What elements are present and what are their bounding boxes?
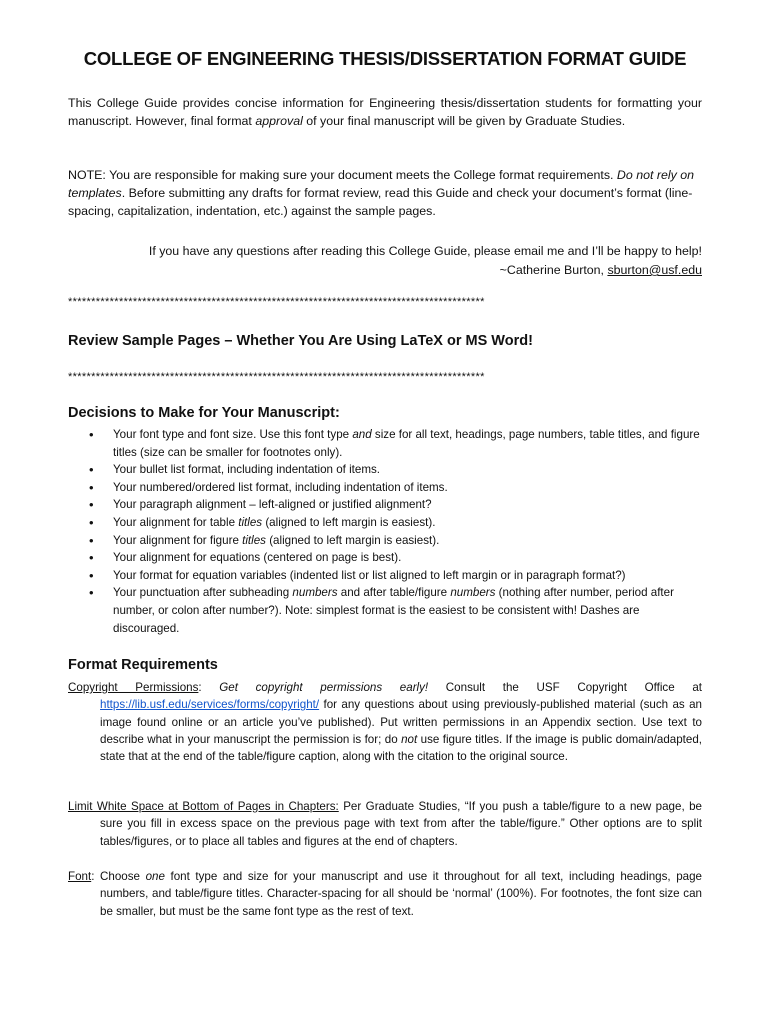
copyright-colon: : [198,681,220,694]
font-text-b: font type and size for your manuscript and use it throughout for all text, including headings, page numbers, and table/figure titles. Character-spacing for all should be ‘normal’ (100%). For footnotes, the font size can be smaller, but must be the same font type as the rest of text. [100,870,703,918]
list-item-text: Your punctuation after subheading [113,586,293,600]
copyright-office-link[interactable]: https://lib.usf.edu/services/forms/copyright/ [100,698,320,712]
copyright-paragraph [68,679,702,765]
list-item-text: and after table/figure [337,586,451,600]
whitespace-label: Limit White Space at Bottom of Pages in Chapters: [68,800,339,813]
intro-text-a: This College Guide provides concise information for Engineering thesis/dissertation students for formatting your manuscript. However, final format [68,96,702,128]
list-item-text: Your alignment for figure [113,533,243,547]
list-item-emphasis: titles [238,515,263,529]
list-item [68,426,702,461]
list-item [68,584,702,637]
list-item-text: (aligned to left margin is easiest). [265,533,440,547]
copyright-emphasis-not: not [401,732,418,746]
list-item-emphasis: numbers [292,586,338,600]
copyright-text-a: Consult the USF Copyright Office at [428,681,702,694]
copyright-emphasis: Get copyright permissions early! [219,681,429,694]
note-paragraph [68,166,702,220]
whitespace-paragraph [68,798,702,850]
copyright-section [68,679,702,765]
list-item: • Your paragraph alignment – left-aligned or justified alignment? [68,496,702,514]
separator-stars-bottom: ****************************************************************************************** [68,371,485,383]
list-item-text: Your alignment for table [113,515,239,529]
list-item-text: (aligned to left margin is easiest). [262,515,436,529]
note-text-b: . Before submitting any drafts for format review, read this Guide and check your document’s format (line-spacing, capitalization, indentation, etc.) against the sample pages. [68,186,693,218]
list-item: • Your bullet list format, including indentation of items. [68,461,702,479]
list-item-text: (nothing after number, period after number, or colon after number?). Note: simplest format is the easiest to be consistent with! Dashes are discouraged. [113,586,674,635]
whitespace-section [68,798,702,850]
list-item [68,532,702,550]
list-item-emphasis: numbers [450,586,496,600]
decisions-heading: Decisions to Make for Your Manuscript: [68,405,340,421]
list-item-text: Your font type and font size. Use this font type [113,428,353,441]
decisions-list [68,426,702,637]
list-item: • Your numbered/ordered list format, including indentation of items. [68,479,702,497]
copyright-text-c: use figure titles. If the image is public domain/adapted, state that at the end of the table/figure caption, along with the citation to the original source. [100,732,702,764]
list-item [68,514,702,532]
separator-stars-top: ****************************************************************************************** [68,296,485,308]
list-item-emphasis: and [352,428,372,441]
list-item: • Your alignment for equations (centered on page is best). [68,549,702,567]
questions-line: If you have any questions after reading this College Guide, please email me and I’ll be happy to help! [148,244,702,258]
font-section [68,868,702,920]
list-item: • Your format for equation variables (indented list or list aligned to left margin or in paragraph format?) [68,567,702,585]
note-emphasis: Do not rely on templates [68,168,695,200]
format-heading: Format Requirements [68,657,218,673]
note-text-a: NOTE: You are responsible for making sure your document meets the College format requirements. [68,168,617,182]
intro-emphasis: approval [255,114,303,128]
font-text-a: : Choose [91,870,146,883]
review-heading: Review Sample Pages – Whether You Are Using LaTeX or MS Word! [68,333,533,349]
copyright-text-b: for any questions about using previously-published material (such as an image found online or an article you’ve published). Put written permissions in an Appendix section. Use text to describe what in your manuscript the permission is for; do [100,698,702,746]
intro-paragraph [68,94,702,130]
font-emphasis: one [145,870,165,883]
list-item-text: size for all text, headings, page numbers, table titles, and figure titles (size can be smaller for footnotes only). [113,428,700,459]
intro-text-b: of your final manuscript will be given by Graduate Studies. [302,114,626,128]
list-item-emphasis: titles [242,533,266,547]
email-link[interactable]: sburton@usf.edu [607,263,702,277]
font-label: Font [68,870,92,883]
signature-name: ~Catherine Burton, [499,263,608,277]
signature-line [68,261,702,279]
font-paragraph [68,868,702,920]
document-title: COLLEGE OF ENGINEERING THESIS/DISSERTATION FORMAT GUIDE [83,48,687,69]
whitespace-text: Per Graduate Studies, “If you push a table/figure to a new page, be sure you fill in excess space on the previous page with text from after the table/figure.” Other options are to split tables/figures, or to place all tables and figures at the end of chapters. [100,800,703,848]
copyright-label: Copyright Permissions [68,681,199,694]
